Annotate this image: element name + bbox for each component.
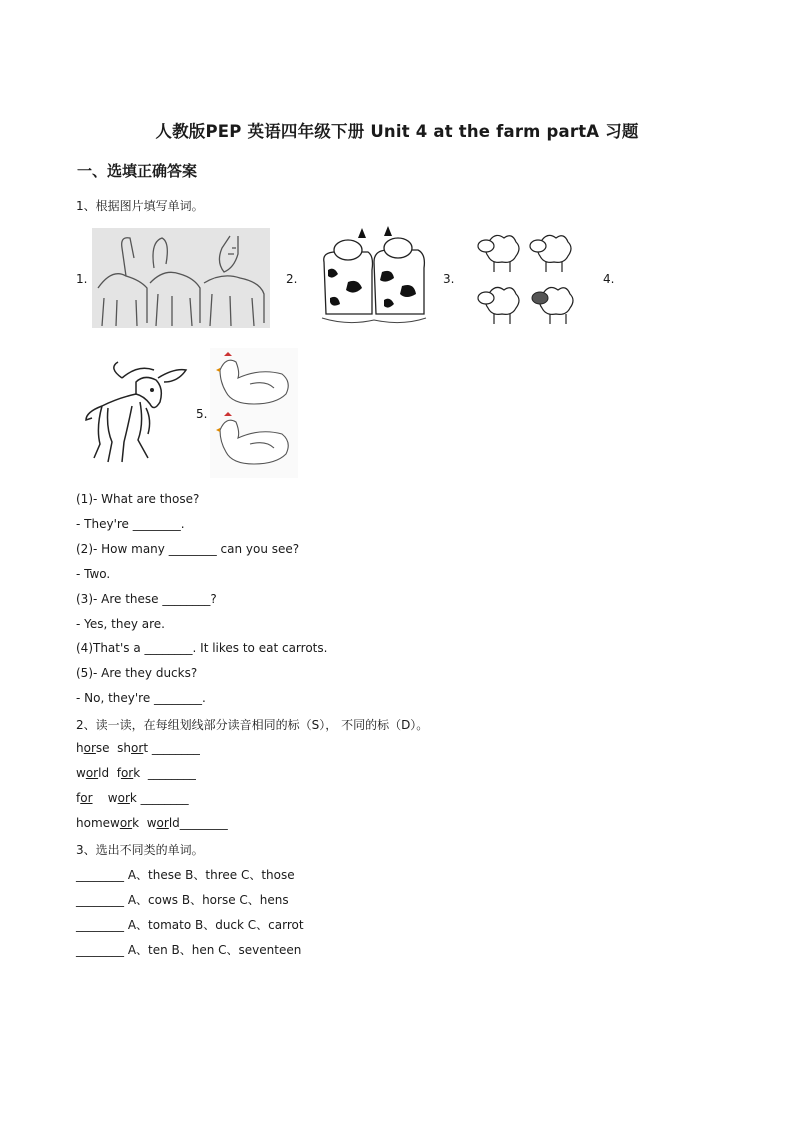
hens-image (210, 348, 298, 478)
q2-heading: 2、读一读，在每组划线部分读音相同的标（S）， 不同的标（D）。 (76, 718, 429, 732)
q1-line-6: - Yes, they are. (76, 617, 165, 631)
q1-line-3: (2)- How many ________ can you see? (76, 542, 300, 556)
q2-pair-2: world fork ________ (76, 766, 196, 780)
q1-line-4: - Two. (76, 567, 111, 581)
q1-line-1: (1)- What are those? (76, 492, 200, 506)
pic-number-5: 5. (196, 407, 208, 421)
q3-line-3: ________ A、tomato B、duck C、carrot (76, 918, 304, 932)
goat-image (78, 358, 192, 468)
q2-pair-4: homework world________ (76, 816, 228, 830)
q1-line-2: - They're ________. (76, 517, 185, 531)
q1-line-9: - No, they're ________. (76, 691, 206, 705)
section-heading: 一、选填正确答案 (77, 162, 198, 180)
pic-number-4: 4. (603, 272, 615, 286)
q1-line-7: (4)That's a ________. It likes to eat carrots. (76, 641, 328, 655)
q3-line-4: ________ A、ten B、hen C、seventeen (76, 943, 302, 957)
horses-image (92, 228, 270, 328)
pic-number-3: 3. (443, 272, 455, 286)
pic-number-1: 1. (76, 272, 88, 286)
q1-heading: 1、根据图片填写单词。 (76, 199, 204, 213)
q3-heading: 3、选出不同类的单词。 (76, 843, 204, 857)
q2-pair-3: for work ________ (76, 791, 189, 805)
q1-line-5: (3)- Are these ________? (76, 592, 217, 606)
pic-number-2: 2. (286, 272, 298, 286)
q2-pair-1: horse short ________ (76, 741, 200, 755)
page-title: 人教版PEP 英语四年级下册 Unit 4 at the farm partA 习题 (155, 122, 639, 141)
sheep-image (472, 226, 584, 334)
q3-line-2: ________ A、cows B、horse C、hens (76, 893, 289, 907)
q3-line-1: ________ A、these B、three C、those (76, 868, 295, 882)
cows-image (318, 222, 430, 330)
q1-line-8: (5)- Are they ducks? (76, 666, 198, 680)
